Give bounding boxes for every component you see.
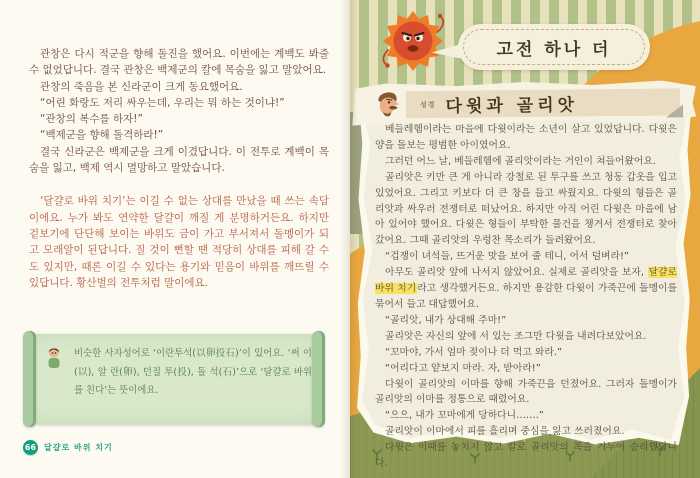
scroll-bar-right [312, 331, 325, 427]
story-paragraph: 결국 신라군은 백제군을 크게 이겼답니다. 이 전투로 계백이 목숨을 잃고, 백제 역시 멸망하고 말았습니다. [29, 145, 329, 175]
story-paragraph: 베들레헴이라는 마을에 다윗이라는 소년이 살고 있었답니다. 다윗은 양을 돌보는 평범한 아이였어요. [375, 124, 677, 151]
dialogue-line: “관창의 복수를 하자!” [40, 113, 143, 126]
story-title: 다윗과 골리앗 [445, 95, 579, 117]
small-boy-icon [44, 346, 64, 374]
page-number-badge: 66 [23, 440, 38, 455]
angry-sun-icon [380, 10, 446, 78]
chapter-title: 달걀로 바위 치기 [44, 443, 113, 452]
source-label: 성경 [419, 100, 436, 109]
title-banner [406, 88, 680, 118]
story-paragraph: 관창은 다시 적군을 향해 돌진을 했어요. 이번에는 계백도 봐줄 수 없었답니다. 결국 관창은 백제군의 칼에 목숨을 잃고 말았어요. [29, 48, 329, 77]
idiom-note-box [27, 334, 321, 424]
dialogue-line: “겁쟁이 녀석들, 뜨거운 맛을 보여 줄 테니, 어서 덤벼라!” [385, 251, 629, 263]
header-speech-bubble [458, 24, 650, 70]
story-paragraph: 관창의 죽음을 본 신라군이 크게 동요했어요. [40, 80, 243, 93]
dialogue-line: “어린 화랑도 저리 싸우는데, 우리는 뭐 하는 것이냐!” [40, 96, 285, 109]
right-story-text [375, 122, 677, 472]
dialogue-line: “백제군을 향해 돌격하라!” [40, 129, 164, 142]
header-title: 고전 하나 더 [496, 39, 612, 60]
story-paragraph: 다윗이 골리앗의 이마를 향해 가죽끈을 던졌어요. 그러자 돌멩이가 골리앗의 이마를 정통으로 때렸어요. [375, 378, 677, 406]
dialogue-line: “어리다고 얕보지 마라. 자, 받아라!” [385, 362, 541, 374]
story-paragraph: 다윗은 이때를 놓치지 않고 칼로 골리앗의 목을 겨누어 승리했답니다. [375, 442, 677, 470]
right-page [350, 0, 700, 478]
proverb-explanation: ‘달걀로 바위 치기’는 이길 수 없는 상대를 만났을 때 쓰는 속담이에요. 누가 봐도 연약한 달걀이 깨질 게 분명하거든요. 하지만 겉보기에 단단해 보이는 바위도 금이 가고 부서져서 돌멩이가 되고 모래알이 된답니다. 질 것이 뻔할 땐 적당히 상대를 피해 갈 수도 있지만, 때론 이길 수 있다는 용기와 믿음이 바위를 깨뜨릴 수 있답니다. 황산벌의 전투처럼 말이에요. [29, 195, 329, 289]
page-footer [23, 440, 113, 455]
scroll-bar-left [23, 331, 36, 427]
dialogue-line: “꼬마야, 가서 엄마 젖이나 더 먹고 와라.” [385, 346, 563, 358]
dialogue-line: “으으, 내가 꼬마에게 당하다니…….” [385, 410, 544, 422]
story-paragraph: 아무도 골리앗 앞에 나서지 않았어요. 실제로 골리앗을 보자, 달걀로 바위 치기라고 생각했거든요. 하지만 용감한 다윗이 가죽끈에 돌멩이를 묶어서 들고 대답했어요. [375, 267, 677, 310]
story-title-bar [352, 80, 696, 126]
dialogue-line: “골리앗, 내가 상대해 주마!” [385, 314, 507, 326]
man-profile-icon [374, 88, 404, 124]
story-paragraph: 골리앗은 키만 큰 게 아니라 강철로 된 투구를 쓰고 청동 갑옷을 입고 있었어요. 그리고 키보다 더 큰 창을 들고 싸웠지요. 다윗의 형들은 골리앗과 싸우러 전쟁터로 떠났어요. 하지만 아직 어린 다윗은 마을에 남아 있어야 했어요. 다윗은 형들이 부탁한 물건을 챙겨서 전쟁터로 찾아갔어요. 그때 골리앗의 우렁찬 목소리가 들려왔어요. [375, 171, 677, 247]
idiom-note-text: 비슷한 사자성어로 ‘이란투석(以卵投石)’이 있어요. ‘써 이(以), 알 란(卵), 던질 투(投), 돌 석(石)’으로 ‘달걀로 바위를 친다’는 뜻이에요. [74, 348, 312, 397]
story-paragraph: 골리앗이 이마에서 피를 흘리며 중심을 잃고 쓰러졌어요. [385, 426, 625, 438]
left-story-text [29, 46, 329, 291]
story-paragraph: 골리앗은 자신의 앞에 서 있는 조그만 다윗을 내려다보았어요. [385, 330, 647, 342]
highlighted-phrase: 달걀로 바위 치기 [375, 267, 677, 295]
story-paragraph: 그러던 어느 날, 베들레헴에 골리앗이라는 거인이 쳐들어왔어요. [385, 155, 656, 167]
banner-fold-icon [666, 104, 683, 117]
